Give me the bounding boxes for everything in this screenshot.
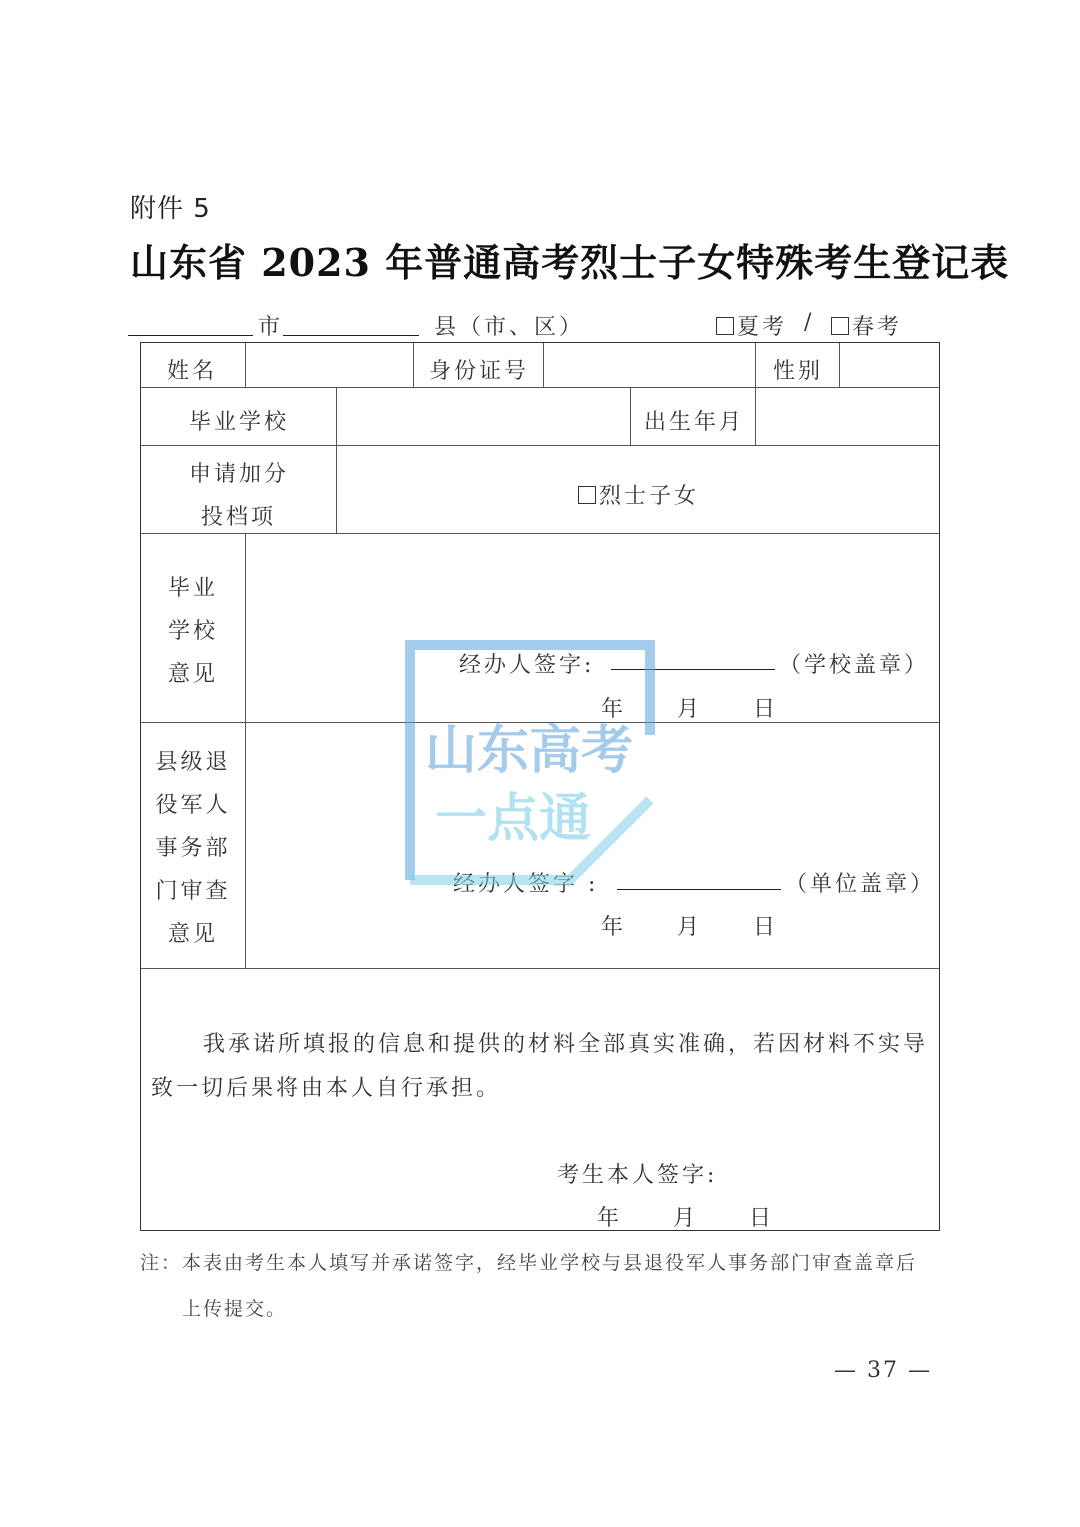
checkbox-icon[interactable]	[831, 317, 849, 335]
county-label: 县（市、区）	[434, 315, 585, 340]
city-blank[interactable]	[128, 335, 253, 336]
school-signature-line[interactable]	[611, 669, 775, 670]
school-date-year: 年	[601, 697, 627, 722]
attachment-label: 附件 5	[130, 194, 211, 224]
birth-date-label: 出生年月	[644, 410, 745, 435]
graduation-school-label: 毕业学校	[189, 410, 290, 435]
veteran-date-day: 日	[753, 915, 779, 940]
martyr-child-option[interactable]: 烈士子女	[578, 479, 699, 510]
checkbox-icon[interactable]	[716, 317, 734, 335]
registration-form	[140, 342, 940, 1231]
veteran-affairs-opinion-label: 县级退 役军人 事务部 门审查 意见	[155, 750, 231, 947]
id-number-field[interactable]	[545, 345, 753, 385]
unit-stamp-label: （单位盖章）	[785, 872, 936, 897]
page-title: 山东省 2023 年普通高考烈士子女特殊考生登记表	[130, 240, 1010, 285]
pledge-date-day: 日	[749, 1206, 775, 1231]
graduation-school-field[interactable]	[338, 389, 628, 443]
school-date-day: 日	[753, 697, 779, 722]
pledge-date-month: 月	[673, 1206, 699, 1231]
school-stamp-label: （学校盖章）	[779, 653, 930, 678]
county-blank[interactable]	[283, 335, 419, 336]
bonus-label: 申请加分	[189, 462, 290, 487]
veteran-date-month: 月	[677, 915, 703, 940]
summer-exam-option[interactable]: 夏考	[716, 310, 787, 341]
veteran-signature-line[interactable]	[617, 889, 781, 890]
veteran-date-year: 年	[601, 915, 627, 940]
note-line2: 上传提交。	[182, 1298, 288, 1320]
school-opinion-label: 毕业 学校 意见	[167, 576, 218, 687]
name-field[interactable]	[247, 345, 411, 385]
watermark-text-2: 一点通	[435, 789, 592, 849]
gender-label: 性别	[773, 359, 824, 384]
note-line1: 注：本表由考生本人填写并承诺签字，经毕业学校与县退役军人事务部门审查盖章后	[140, 1252, 918, 1274]
pledge-date-year: 年	[597, 1206, 623, 1231]
separator: /	[804, 310, 815, 335]
school-date-month: 月	[677, 697, 703, 722]
veteran-signer-label: 经办人签字 :	[453, 872, 599, 897]
checkbox-icon[interactable]	[578, 486, 596, 504]
school-signer-label: 经办人签字:	[459, 653, 595, 678]
spring-exam-option[interactable]: 春考	[831, 310, 902, 341]
name-label: 姓名	[167, 359, 218, 384]
page-number: — 37 —	[834, 1358, 932, 1383]
id-number-label: 身份证号	[429, 359, 530, 384]
city-label: 市	[258, 315, 284, 340]
pledge-text-line1: 我承诺所填报的信息和提供的材料全部真实准确，若因材料不实导	[203, 1032, 929, 1057]
birth-date-field[interactable]	[757, 389, 937, 443]
pledge-text-line2: 致一切后果将由本人自行承担。	[151, 1076, 502, 1101]
watermark-text-1: 山东高考	[425, 721, 634, 781]
bonus-label-line2: 投档项	[201, 505, 277, 530]
candidate-signer-label: 考生本人签字:	[557, 1163, 718, 1188]
location-line	[128, 306, 938, 342]
gender-field[interactable]	[841, 345, 937, 385]
